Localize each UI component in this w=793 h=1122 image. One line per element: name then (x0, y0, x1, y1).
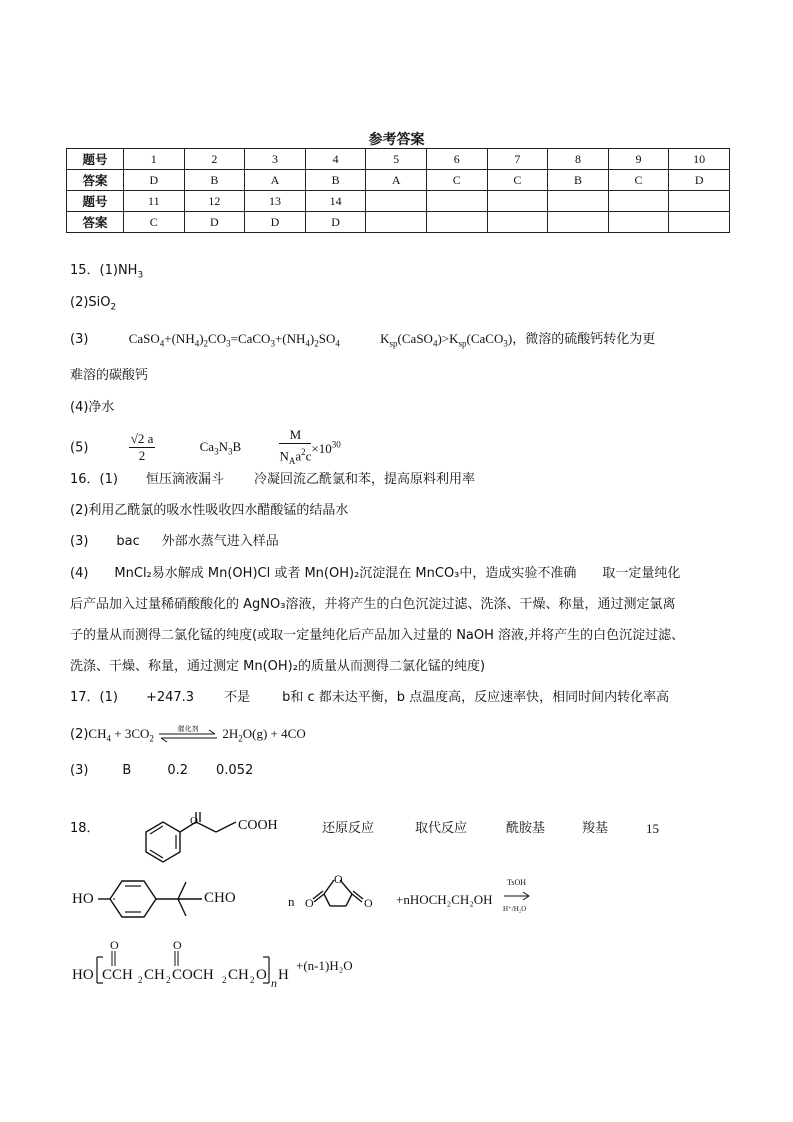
q17-equation: $CH_4 + 3CO_2$ 催化剂 $2H_2O(g) + 4CO$ (88, 725, 306, 744)
q18-answer-b: 取代反应 (415, 821, 468, 836)
table-cell: C (487, 170, 548, 191)
table-cell: 答案 (67, 212, 124, 233)
svg-text:O: O (173, 938, 182, 952)
table-cell: 10 (669, 149, 730, 170)
table-cell: C (124, 212, 185, 233)
table-cell: 答案 (67, 170, 124, 191)
svg-text:COCH: COCH (172, 967, 214, 983)
q15-ksp-comparison: $K_{sp}(CaSO_4)>K_{sp}(CaCO_3)$ (380, 331, 513, 349)
table-cell: D (184, 212, 245, 233)
answer-table (66, 148, 730, 233)
q15-part1: 15．$(1)NH_3$ (70, 263, 144, 281)
table-cell (548, 212, 609, 233)
cooh-group: COOH (238, 818, 278, 833)
table-cell: A (245, 170, 306, 191)
svg-text:2: 2 (138, 975, 143, 985)
table-cell (487, 212, 548, 233)
table-cell (669, 191, 730, 212)
q15-part3-text: ，微溶的硫酸钙转化为更 (512, 332, 656, 347)
table-cell: D (245, 212, 306, 233)
anhydride-oxygen-right: O (364, 896, 373, 910)
table-cell (366, 191, 427, 212)
svg-text:CH: CH (228, 967, 249, 983)
table-cell: 14 (305, 191, 366, 212)
q15-part3-label: (3) (70, 332, 89, 347)
q16-part3: (3) bac 外部水蒸气进入样品 (70, 534, 279, 549)
ethylene-glycol-reagent: +nHOCH₂CH₂OH (396, 892, 493, 907)
q18-answer-c: 酰胺基 (506, 821, 546, 836)
water-byproduct: +(n-1)H₂O (296, 958, 353, 973)
q18-label: 18． (70, 821, 100, 836)
reaction-arrow-icon (502, 891, 532, 901)
table-cell: 3 (245, 149, 306, 170)
table-cell: 8 (548, 149, 609, 170)
q18-answer-e: 15 (646, 821, 659, 836)
polyester-structure (70, 935, 300, 995)
table-cell: 5 (366, 149, 427, 170)
table-cell (608, 191, 669, 212)
q15-equation: $CaSO_4+(NH_4)_2CO_3=CaCO_3+(NH_4)_2SO_4$ (128, 331, 340, 349)
table-cell (426, 212, 487, 233)
table-cell: A (366, 170, 427, 191)
table-cell: 题号 (67, 149, 124, 170)
table-cell: B (548, 170, 609, 191)
table-cell: 1 (124, 149, 185, 170)
q15-part3 (70, 330, 655, 353)
condition-bottom: H⁺/H₂O (503, 905, 527, 913)
q16-part4-line2: 后产品加入过量稀硝酸酸化的 AgNO₃溶液，并将产生的白色沉淀过滤、洗涤、干燥、称量，通过测定氯离 (70, 597, 676, 612)
table-cell: 13 (245, 191, 306, 212)
table-cell (548, 191, 609, 212)
q16-part4-line3: 子的量从而测得二氯化锰的纯度(或取一定量纯化后产品加入过量的 NaOH 溶液,并将产生的白色沉淀过滤、 (70, 628, 685, 643)
table-cell (487, 191, 548, 212)
ring-oxygen: O (334, 872, 343, 886)
table-cell: B (305, 170, 366, 191)
q18-answer-d: 羧基 (582, 821, 609, 836)
q16-part2: (2)利用乙酰氯的吸水性吸收四水醋酸锰的结晶水 (70, 503, 349, 518)
n-coefficient: n (288, 894, 295, 909)
q16-part4-line1: (4) MnCl₂易水解成 Mn(OH)Cl 或者 Mn(OH)₂沉淀混在 MnCO₃中，造成实验不准确 取一定量纯化 (70, 566, 681, 581)
condition-top: TsOH (507, 878, 526, 887)
table-cell (366, 212, 427, 233)
q17-part2: $(2)CH_4 + 3CO_2$ 催化剂 $2H_2O(g) + 4CO$ (70, 725, 306, 744)
q18-answer-a: 还原反应 (322, 821, 375, 836)
q15-part5: (5) $\frac{√2 a}{2}$ $Ca_3N_3B$ $\frac{M}{N_Aa^2c}$ $\times 10^{30}$ (70, 427, 341, 469)
equilibrium-arrow-icon: 催化剂 (157, 728, 219, 742)
table-cell: D (669, 170, 730, 191)
table-cell: B (184, 170, 245, 191)
q16-part1: 16．(1) 恒压滴液漏斗 冷凝回流乙酰氯和苯，提高原料利用率 (70, 472, 475, 487)
q15-density-fraction: $\frac{M}{N_Aa^2c}$ (279, 427, 312, 466)
hydroxyphenyl-aldehyde-structure (96, 872, 206, 928)
svg-text:CH: CH (144, 967, 165, 983)
table-cell: D (124, 170, 185, 191)
table-cell (426, 191, 487, 212)
table-cell: 4 (305, 149, 366, 170)
table-cell: C (608, 170, 669, 191)
table-cell: C (426, 170, 487, 191)
table-cell: 题号 (67, 191, 124, 212)
table-cell: D (305, 212, 366, 233)
svg-text:H: H (278, 967, 289, 983)
svg-text:2: 2 (166, 975, 171, 985)
aldehyde-group: CHO (204, 890, 236, 906)
svg-text:O: O (256, 967, 267, 983)
svg-text:2: 2 (250, 975, 255, 985)
q17-part1: 17．(1) +247.3 不是 b和 c 都未达平衡，b 点温度高，反应速率快，相同时间内转化率高 (70, 690, 670, 705)
table-cell (669, 212, 730, 233)
table-cell: 9 (608, 149, 669, 170)
table-row (67, 170, 730, 191)
svg-text:HO: HO (72, 967, 94, 983)
table-cell: 12 (184, 191, 245, 212)
svg-text:CCH: CCH (102, 967, 133, 983)
table-cell: 11 (124, 191, 185, 212)
carbonyl-oxygen: O (190, 815, 198, 827)
anhydride-oxygen-left: O (305, 896, 314, 910)
table-cell: 7 (487, 149, 548, 170)
q15-part2: (2)SiO$_2$ (70, 295, 117, 313)
table-cell (608, 212, 669, 233)
q15-part3-cont: 难溶的碳酸钙 (70, 368, 149, 383)
table-cell: 2 (184, 149, 245, 170)
q15-part4: (4)净水 (70, 400, 115, 415)
svg-text:n: n (271, 976, 277, 990)
table-cell: 6 (426, 149, 487, 170)
hydroxy-group: HO (72, 891, 94, 907)
q17-part3: (3) B 0.2 0.052 (70, 763, 254, 778)
table-row (67, 212, 730, 233)
q16-part4-line4: 洗涤、干燥、称量，通过测定 Mn(OH)₂的质量从而测得二氯化锰的纯度) (70, 659, 486, 674)
table-row (67, 149, 730, 170)
svg-text:2: 2 (222, 975, 227, 985)
table-row (67, 191, 730, 212)
q15-fraction-root2: $\frac{√2 a}{2}$ (130, 431, 154, 464)
svg-text:O: O (110, 938, 119, 952)
page-title: 参考答案 (368, 132, 425, 148)
